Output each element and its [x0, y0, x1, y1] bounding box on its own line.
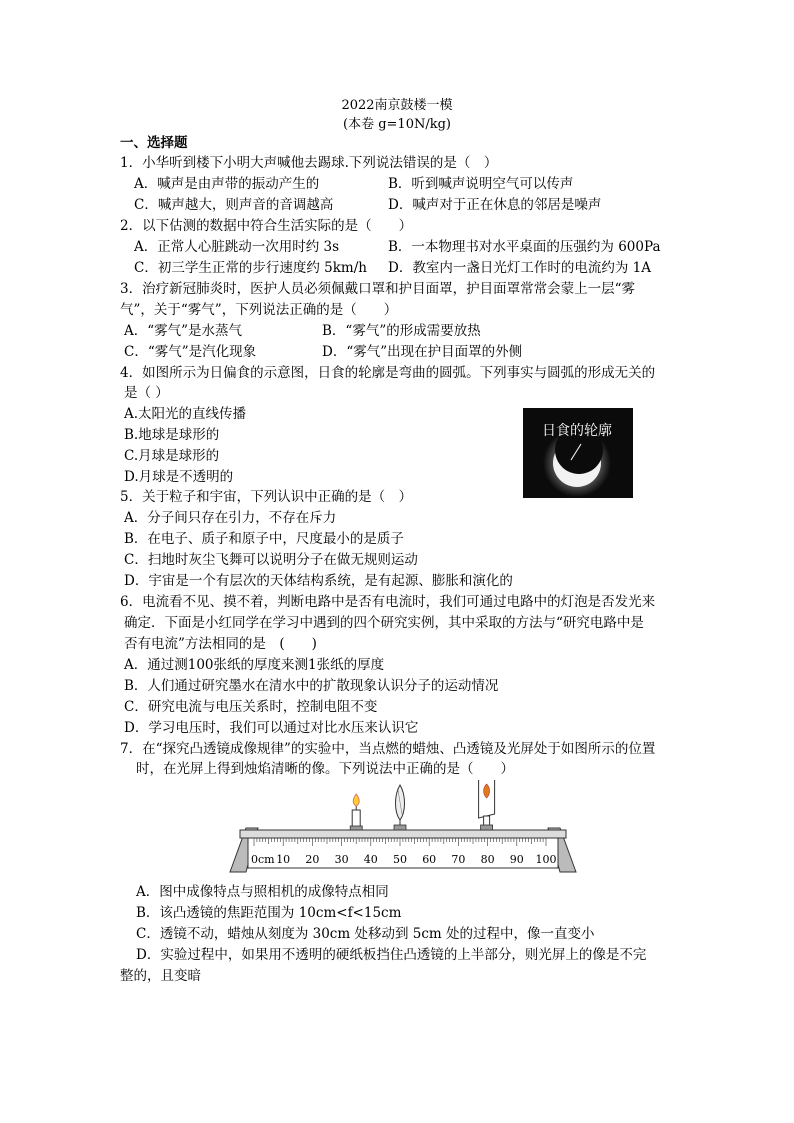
option-a: A．分子间只存在引力，不存在斥力: [124, 510, 337, 526]
option-c: C．初三学生正常的步行速度约 5km/h: [134, 260, 367, 276]
question-stem: 7．在“探究凸透镜成像规律”的实验中，当点燃的蜡烛、凸透镜及光屏处于如图所示的位置: [120, 741, 656, 757]
option-a: A．喊声是由声带的振动产生的: [134, 176, 320, 192]
option-b: B．在电子、质子和原子中，尺度最小的是质子: [124, 531, 404, 547]
option-b: B．一本物理书对水平桌面的压强约为 600Pa: [388, 239, 661, 255]
ruler-tick-label: 50: [393, 853, 407, 866]
ruler-tick-label: 60: [422, 853, 437, 866]
option-d-cont: 整的，且变暗: [120, 968, 201, 984]
option-a: A．“雾气”是水蒸气: [124, 323, 243, 339]
option-b: B．听到喊声说明空气可以传声: [388, 176, 574, 192]
page-title: 2022南京鼓楼一模: [341, 98, 453, 113]
option-b: B．人们通过研究墨水在清水中的扩散现象认识分子的运动情况: [124, 678, 499, 694]
optical-bench-figure: [228, 780, 578, 875]
light-screen: [479, 780, 495, 830]
option-c: C．透镜不动，蜡烛从刻度为 30cm 处移动到 5cm 处的过程中，像一直变小: [136, 926, 595, 942]
question-stem: 6．电流看不见、摸不着，判断电路中是否有电流时，我们可通过电路中的灯泡是否发光来: [120, 594, 656, 610]
option-c: C．“雾气”是汽化现象: [124, 344, 257, 360]
page-subtitle: (本卷 g=10N/kg): [343, 117, 451, 132]
question-stem: 2．以下估测的数据中符合生活实际的是（ ）: [120, 218, 413, 234]
question-stem-cont: 是（ ）: [124, 385, 169, 401]
option-b: B．“雾气”的形成需要放热: [322, 323, 481, 339]
option-c: C．研究电流与电压关系时，控制电阻不变: [124, 699, 378, 715]
bench-rail: [240, 830, 566, 838]
ruler-tick-label: 80: [480, 853, 495, 866]
solar-eclipse-figure: [523, 408, 633, 498]
option-c: C．扫地时灰尘飞舞可以说明分子在做无规则运动: [124, 552, 418, 568]
question-stem: 5．关于粒子和宇宙，下列认识中正确的是（ ）: [120, 489, 413, 505]
option-d: D．教室内一盏日光灯工作时的电流约为 1A: [388, 260, 651, 276]
option-c: C．喊声越大，则声音的音调越高: [134, 197, 334, 213]
option-d: D．实验过程中，如果用不透明的硬纸板挡住凸透镜的上半部分，则光屏上的像是不完: [136, 947, 647, 963]
ruler-tick-label: 0cm: [251, 853, 275, 866]
option-d: D．学习电压时，我们可以通过对比水压来认识它: [124, 720, 419, 736]
ruler-tick-label: 30: [334, 853, 349, 866]
option-d: D．宇宙是一个有层次的天体结构系统，是有起源、膨胀和演化的: [124, 573, 513, 589]
candle: [350, 794, 362, 830]
option-a: A.太阳光的直线传播: [124, 406, 247, 422]
ruler-tick-label: 10: [276, 853, 291, 866]
option-a: A．图中成像特点与照相机的成像特点相同: [136, 884, 389, 900]
question-stem: 4．如图所示为日偏食的示意图，日食的轮廓是弯曲的圆弧。下列事实与圆弧的形成无关的: [120, 365, 656, 381]
question-stem-cont: 时，在光屏上得到烛焰清晰的像。下列说法中正确的是（ ）: [136, 761, 514, 777]
question-stem: 3．治疗新冠肺炎时，医护人员必须佩戴口罩和护目面罩，护目面罩常常会蒙上一层“雾: [120, 281, 635, 297]
ruler-tick-label: 100: [535, 853, 557, 866]
option-d: D．“雾气”出现在护目面罩的外侧: [322, 344, 523, 360]
ruler-tick-label: 90: [509, 853, 524, 866]
ruler-tick-label: 40: [363, 853, 378, 866]
figure-label: 日食的轮廓: [542, 423, 612, 439]
option-b: B．该凸透镜的焦距范围为 10cm<f<15cm: [136, 905, 402, 921]
question-stem-cont: 否有电流”方法相同的是 ( ): [124, 636, 317, 652]
option-a: A．正常人心脏跳动一次用时约 3s: [134, 239, 340, 255]
option-d: D．喊声对于正在休息的邻居是噪声: [388, 197, 602, 213]
option-c: C.月球是球形的: [124, 448, 220, 464]
option-d: D.月球是不透明的: [124, 469, 234, 485]
option-a: A．通过测100张纸的厚度来测1张纸的厚度: [124, 657, 385, 673]
section-heading: 一、选择题: [120, 135, 188, 151]
convex-lens: [394, 785, 406, 830]
question-stem-cont: 确定．下面是小红同学在学习中遇到的四个研究实例，其中采取的方法与“研究电路中是: [124, 615, 644, 631]
ruler-tick-label: 70: [451, 853, 466, 866]
question-stem: 1．小华听到楼下小明大声喊他去踢球.下列说法错误的是（ ）: [120, 155, 498, 171]
question-stem-cont: 气”，关于“雾气”，下列说法正确的是（ ）: [120, 302, 398, 318]
candle-flame: [353, 794, 359, 806]
ruler-tick-label: 20: [305, 853, 320, 866]
option-b: B.地球是球形的: [124, 427, 220, 443]
